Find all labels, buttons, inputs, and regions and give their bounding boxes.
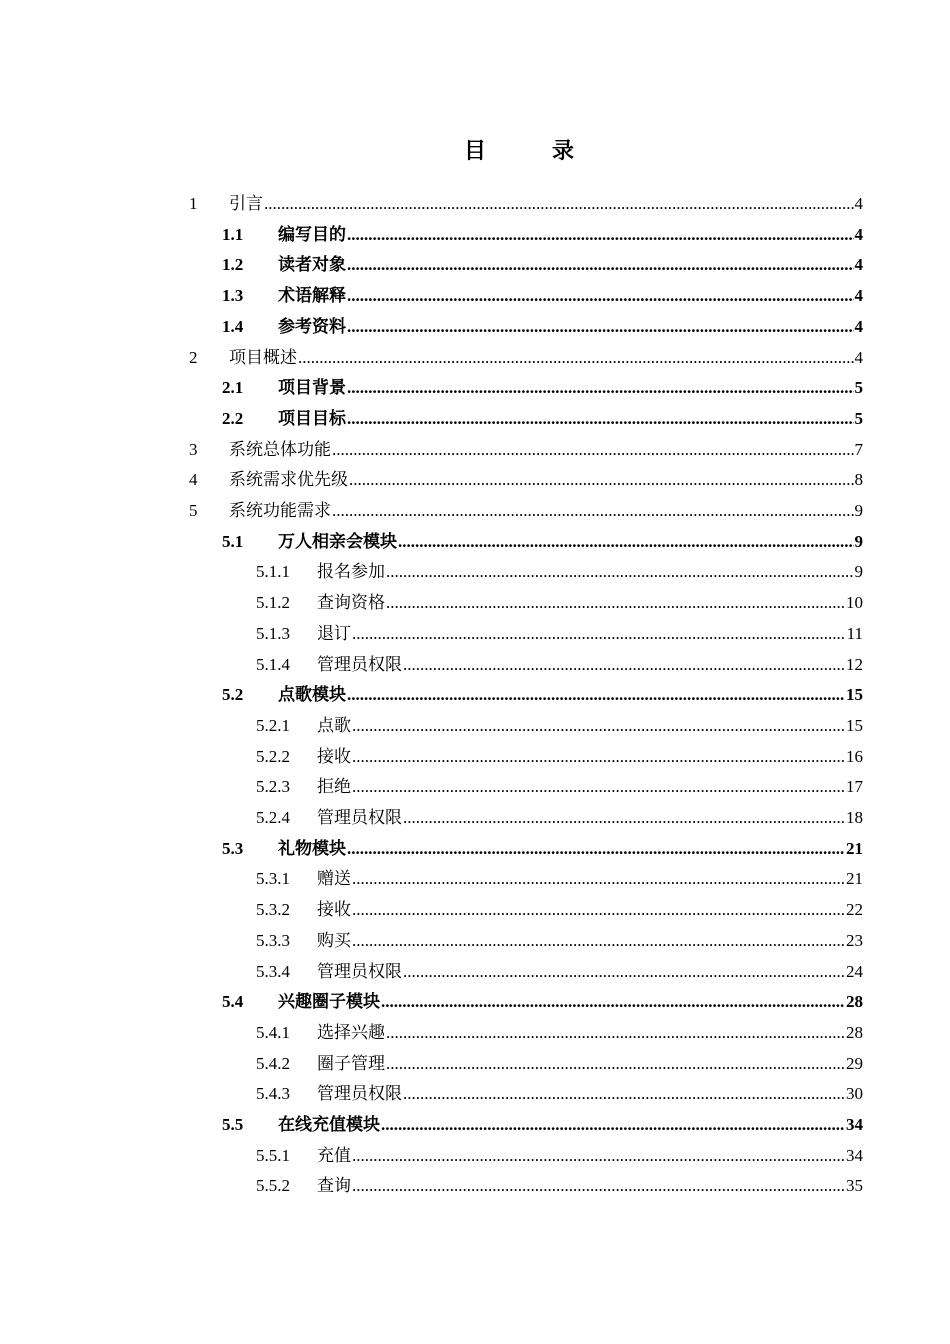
toc-entry[interactable] <box>222 368 863 399</box>
toc-entry-page-number: 4 <box>854 194 863 213</box>
dot-leader <box>352 1175 845 1197</box>
dot-leader <box>403 961 845 983</box>
toc-entry[interactable] <box>256 890 863 921</box>
toc-entry-number: 1.4 <box>222 316 244 336</box>
toc-entry-label: 系统功能需求 <box>229 501 331 520</box>
toc-entry-number: 5.3.1 <box>256 869 290 889</box>
toc-entry-number: 5.3 <box>222 838 244 858</box>
dot-leader <box>352 776 845 798</box>
toc-entry-label: 项目概述 <box>229 347 297 367</box>
toc-entry-label: 退订 <box>317 623 351 643</box>
toc-entry[interactable] <box>256 798 863 829</box>
toc-entry-number: 2.2 <box>222 408 244 428</box>
toc-entry-number: 2 <box>189 347 198 367</box>
toc-entry-page-number: 11 <box>846 623 863 643</box>
dot-leader <box>347 684 845 706</box>
toc-entry-page-number: 4 <box>854 286 863 306</box>
toc-entry-label: 术语解释 <box>278 286 346 306</box>
toc-entry-page-number: 9 <box>854 562 863 582</box>
toc-entry-page-number: 21 <box>846 869 863 889</box>
toc-entry-page-number: 35 <box>846 1176 863 1196</box>
dot-leader <box>403 654 845 676</box>
toc-entry-number: 5.2.4 <box>256 808 290 827</box>
toc-entry-number: 5.4 <box>222 992 244 1012</box>
dot-leader <box>386 1022 845 1044</box>
toc-entry[interactable] <box>222 522 863 553</box>
dot-leader <box>332 500 854 522</box>
toc-entry[interactable] <box>189 184 863 215</box>
toc-entry-label: 查询资格 <box>317 593 385 613</box>
toc-entry[interactable] <box>256 614 863 645</box>
toc-entry-number: 5.1.2 <box>256 593 290 613</box>
toc-entry-number: 5.4.3 <box>256 1084 290 1104</box>
dot-leader <box>352 1145 845 1167</box>
toc-entry[interactable] <box>222 215 863 246</box>
toc-entry-number: 5.1 <box>222 531 244 551</box>
toc-entry-page-number: 5 <box>854 408 863 428</box>
toc-entry[interactable] <box>189 460 863 491</box>
dot-leader <box>381 991 845 1013</box>
toc-entry[interactable] <box>222 399 863 430</box>
toc-entry[interactable] <box>256 645 863 676</box>
toc-entry-label: 赠送 <box>317 869 351 889</box>
toc-entry[interactable] <box>222 1105 863 1136</box>
toc-entry-page-number: 4 <box>854 255 863 275</box>
dot-leader <box>347 838 845 860</box>
toc-entry[interactable] <box>189 430 863 461</box>
toc-entry-page-number: 28 <box>846 1022 863 1042</box>
toc-entry-label: 参考资料 <box>278 316 346 336</box>
dot-leader <box>352 930 845 952</box>
toc-entry-page-number: 12 <box>846 654 863 674</box>
toc-entry-label: 点歌模块 <box>278 685 346 705</box>
toc-entry[interactable] <box>222 276 863 307</box>
toc-entry-page-number: 34 <box>846 1115 863 1134</box>
toc-entry[interactable] <box>222 307 863 338</box>
dot-leader <box>352 899 845 921</box>
toc-entry-label: 查询 <box>317 1176 351 1196</box>
toc-entry[interactable] <box>256 1136 863 1167</box>
dot-leader <box>352 868 845 890</box>
toc-entry-number: 5.3.4 <box>256 961 290 981</box>
toc-entry-label: 项目背景 <box>278 378 346 398</box>
dot-leader <box>403 1083 845 1105</box>
toc-entry-number: 1 <box>189 194 198 213</box>
toc-entry-label: 系统需求优先级 <box>229 470 348 490</box>
toc-entry-label: 礼物模块 <box>278 838 346 858</box>
toc-entry-number: 4 <box>189 470 198 490</box>
toc-entry-page-number: 5 <box>854 378 863 398</box>
toc-entry[interactable] <box>256 1013 863 1044</box>
toc-entry[interactable] <box>256 583 863 614</box>
toc-entry-number: 5.5.2 <box>256 1176 290 1196</box>
toc-entry-label: 读者对象 <box>278 255 346 275</box>
toc-entry-label: 管理员权限 <box>317 808 402 827</box>
toc-entry[interactable] <box>222 245 863 276</box>
toc-entry-number: 5.2 <box>222 685 244 705</box>
toc-entry-page-number: 34 <box>846 1145 863 1165</box>
toc-entry-number: 5.3.3 <box>256 930 290 950</box>
toc-entry-number: 5.1.3 <box>256 623 290 643</box>
toc-entry-number: 1.1 <box>222 224 244 244</box>
toc-entry-page-number: 10 <box>846 593 863 613</box>
toc-entry-page-number: 22 <box>846 900 863 920</box>
toc-entry[interactable] <box>256 1166 863 1197</box>
toc-entry[interactable] <box>256 767 863 798</box>
toc-entry-page-number: 23 <box>846 930 863 950</box>
dot-leader <box>332 439 854 461</box>
dot-leader <box>347 408 854 430</box>
toc-entry-number: 5.5.1 <box>256 1145 290 1165</box>
toc-entry-label: 万人相亲会模块 <box>278 531 397 551</box>
toc-entry-number: 2.1 <box>222 378 244 398</box>
toc-entry-number: 5.5 <box>222 1115 244 1134</box>
dot-leader <box>352 623 846 645</box>
toc-entry-page-number: 4 <box>854 316 863 336</box>
toc-entry-page-number: 7 <box>854 439 863 459</box>
toc-entry[interactable] <box>222 982 863 1013</box>
toc-entry-page-number: 9 <box>854 501 863 520</box>
toc-entry-number: 1.3 <box>222 286 244 306</box>
toc-entry-number: 5.2.3 <box>256 777 290 797</box>
dot-leader <box>349 469 854 491</box>
dot-leader <box>347 285 854 307</box>
toc-entry[interactable] <box>256 952 863 983</box>
dot-leader <box>386 561 854 583</box>
toc-entry-label: 管理员权限 <box>317 961 402 981</box>
toc-entry-label: 圈子管理 <box>317 1053 385 1073</box>
toc-entry[interactable] <box>222 675 863 706</box>
toc-entry-label: 接收 <box>317 746 351 766</box>
toc-entry[interactable] <box>256 859 863 890</box>
toc-entry-page-number: 15 <box>846 685 863 705</box>
dot-leader <box>386 1053 845 1075</box>
toc-entry[interactable] <box>256 706 863 737</box>
toc-entry-number: 1.2 <box>222 255 244 275</box>
toc-entry-label: 项目目标 <box>278 408 346 428</box>
dot-leader <box>264 193 854 215</box>
toc-entry-label: 充值 <box>317 1145 351 1165</box>
toc-entry-label: 在线充值模块 <box>278 1115 380 1134</box>
toc-entry-number: 5.4.2 <box>256 1053 290 1073</box>
toc-entry-page-number: 4 <box>854 347 863 367</box>
dot-leader <box>352 746 845 768</box>
toc-entry-number: 5.3.2 <box>256 900 290 920</box>
toc-title: 目 录 <box>463 138 596 163</box>
toc-entry-label: 管理员权限 <box>317 1084 402 1104</box>
toc-entry-number: 5.1.1 <box>256 562 290 582</box>
toc-entry-label: 系统总体功能 <box>229 439 331 459</box>
dot-leader <box>347 377 854 399</box>
toc-entry-number: 5.2.1 <box>256 715 290 735</box>
toc-entry-number: 5 <box>189 501 198 520</box>
toc-entry-label: 引言 <box>229 194 263 213</box>
toc-entry-number: 5.1.4 <box>256 654 290 674</box>
toc-entry[interactable] <box>256 921 863 952</box>
toc-entry-page-number: 16 <box>846 746 863 766</box>
toc-entry-label: 接收 <box>317 900 351 920</box>
toc-entry-label: 兴趣圈子模块 <box>278 992 380 1012</box>
toc-entry[interactable] <box>256 1074 863 1105</box>
toc-entry-label: 拒绝 <box>317 777 351 797</box>
dot-leader <box>298 347 854 369</box>
toc-entry-label: 编写目的 <box>278 224 346 244</box>
toc-entry-page-number: 30 <box>846 1084 863 1104</box>
dot-leader <box>386 592 845 614</box>
dot-leader <box>352 715 845 737</box>
dot-leader <box>347 254 854 276</box>
toc-entry-label: 报名参加 <box>317 562 385 582</box>
toc-entry[interactable] <box>256 737 863 768</box>
toc-entry-label: 购买 <box>317 930 351 950</box>
dot-leader <box>403 807 845 829</box>
toc-entry-page-number: 8 <box>854 470 863 490</box>
toc-entry-page-number: 21 <box>846 838 863 858</box>
toc-entry-number: 5.2.2 <box>256 746 290 766</box>
dot-leader <box>398 531 854 553</box>
toc-entry[interactable] <box>256 1044 863 1075</box>
dot-leader <box>381 1114 845 1136</box>
dot-leader <box>347 224 854 246</box>
toc-entry-page-number: 18 <box>846 808 863 827</box>
toc-entry-page-number: 29 <box>846 1053 863 1073</box>
toc-entry-number: 3 <box>189 439 198 459</box>
toc-entry-label: 选择兴趣 <box>317 1022 385 1042</box>
toc-entry[interactable] <box>189 338 863 369</box>
toc-entry-label: 管理员权限 <box>317 654 402 674</box>
toc-entry[interactable] <box>256 552 863 583</box>
toc-entry-page-number: 28 <box>846 992 863 1012</box>
toc-entry-page-number: 9 <box>854 531 863 551</box>
toc-entry-label: 点歌 <box>317 715 351 735</box>
toc-entry-page-number: 15 <box>846 715 863 735</box>
toc-entry[interactable] <box>189 491 863 522</box>
toc-entry-page-number: 4 <box>854 224 863 244</box>
dot-leader <box>347 316 854 338</box>
toc-entry-page-number: 17 <box>846 777 863 797</box>
toc-entry-page-number: 24 <box>846 961 863 981</box>
toc-entry[interactable] <box>222 829 863 860</box>
toc-entry-number: 5.4.1 <box>256 1022 290 1042</box>
